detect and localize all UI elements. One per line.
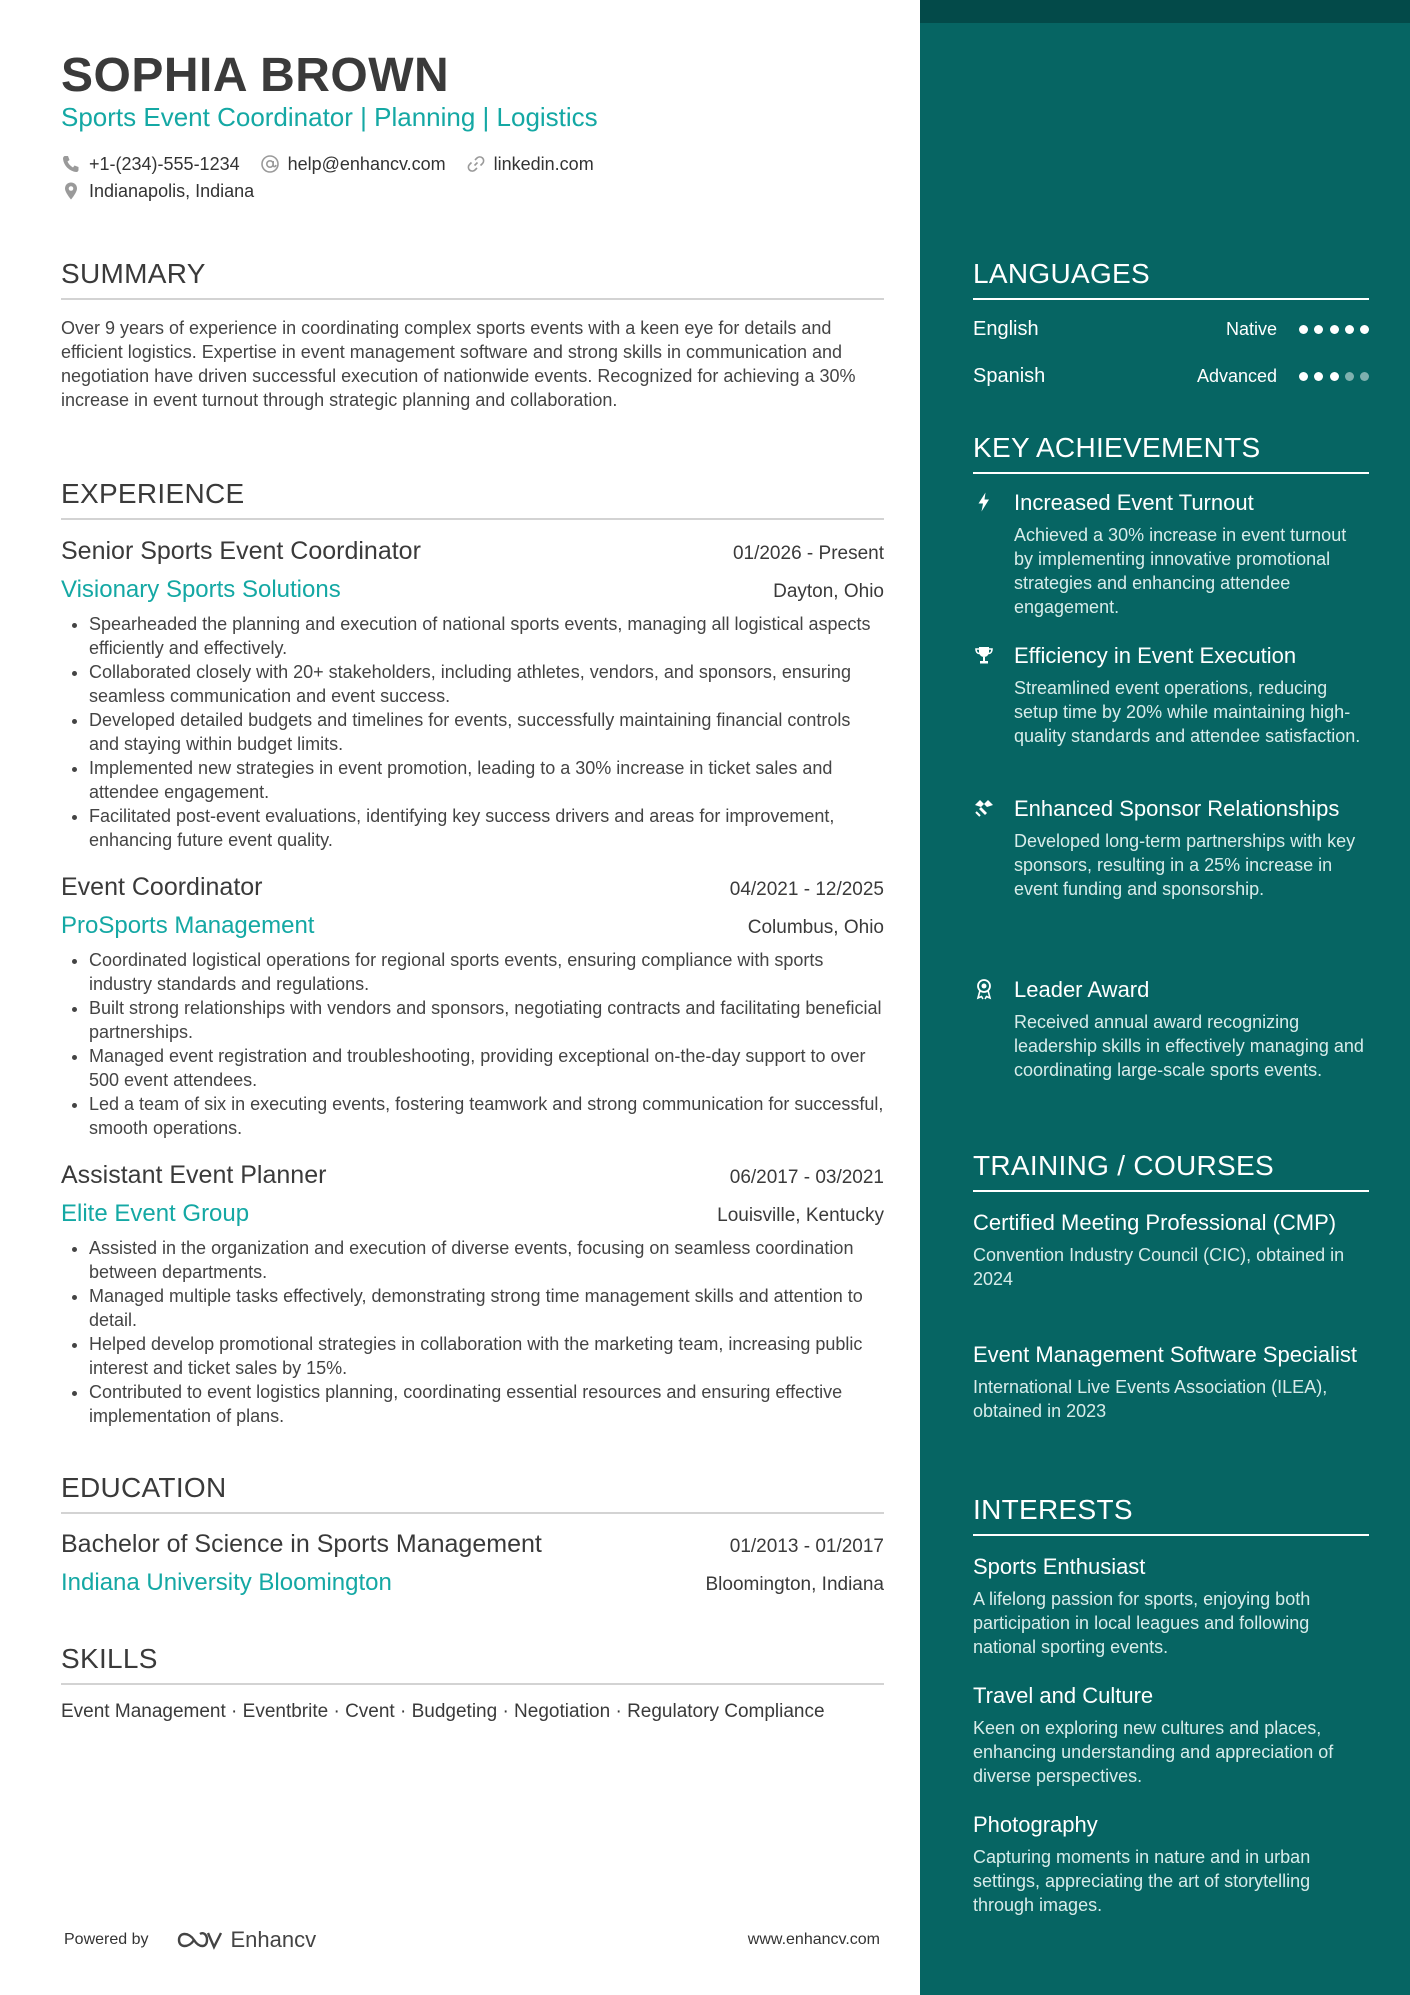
achievement-item	[973, 795, 1369, 901]
sidebar-top-bar	[920, 0, 1410, 23]
footer	[64, 1924, 880, 1956]
at-icon	[260, 154, 280, 174]
interests-heading: INTERESTS	[973, 1494, 1369, 1536]
achievement-item	[973, 489, 1369, 619]
link-icon	[466, 154, 486, 174]
job-title: Event Coordinator	[61, 873, 263, 901]
location-text: Indianapolis, Indiana	[89, 180, 255, 201]
job-bullet: • Managed multiple tasks effectively, demonstrating strong time management skills and attention to detail.	[89, 1284, 884, 1332]
achievement-desc: Developed long-term partnerships with key sponsors, resulting in a 25% increase in event funding and sponsorship.	[1014, 831, 1356, 899]
location-contact	[61, 181, 254, 202]
rating-dot	[1330, 325, 1339, 334]
achievement-desc: Received annual award recognizing leadership skills in effectively managing and coordinating large-scale sports events.	[1014, 1012, 1364, 1080]
language-rating	[1299, 325, 1369, 334]
achievement-title: Enhanced Sponsor Relationships	[1014, 796, 1340, 821]
footer-url[interactable]: www.enhancv.com	[747, 1931, 880, 1948]
achievement-desc: Achieved a 30% increase in event turnout by implementing innovative promotional strategies and enhancing attendee engagement.	[1014, 525, 1347, 617]
job-entry	[61, 1161, 884, 1428]
language-level: Advanced	[1196, 365, 1277, 386]
job-bullets	[61, 948, 884, 1140]
job-location: Dayton, Ohio	[773, 581, 884, 602]
rating-dot	[1345, 372, 1354, 381]
contact-row	[61, 152, 614, 176]
job-bullet: • Assisted in the organization and execution of diverse events, focusing on seamless coordination between departments.	[89, 1236, 884, 1284]
language-rating	[1299, 372, 1369, 381]
course-desc: International Live Events Association (ILEA), obtained in 2023	[973, 1377, 1328, 1421]
job-dates: 06/2017 - 03/2021	[729, 1167, 884, 1188]
lightning-icon	[973, 491, 995, 513]
job-company: Visionary Sports Solutions	[61, 576, 341, 603]
interest-title: Travel and Culture	[973, 1683, 1154, 1708]
job-title: Assistant Event Planner	[61, 1161, 327, 1189]
interest-desc: Keen on exploring new cultures and places, enhancing understanding and appreciation of diverse perspectives.	[973, 1718, 1334, 1786]
enhancv-logo[interactable]	[177, 1927, 317, 1953]
job-bullet: • Developed detailed budgets and timelines for events, successfully maintaining financial controls and staying within budget limits.	[89, 708, 884, 756]
phone-contact	[61, 154, 240, 175]
course-item	[973, 1209, 1369, 1291]
school-location: Bloomington, Indiana	[705, 1574, 884, 1595]
interest-desc: Capturing moments in nature and in urban settings, appreciating the art of storytelling through images.	[973, 1847, 1311, 1915]
course-title: Certified Meeting Professional (CMP)	[973, 1210, 1337, 1235]
candidate-title: Sports Event Coordinator | Planning | Logistics	[61, 102, 598, 132]
linkedin-contact[interactable]	[466, 154, 594, 175]
job-bullets	[61, 612, 884, 852]
email-text: help@enhancv.com	[287, 153, 446, 174]
language-row	[973, 315, 1369, 343]
achievement-title: Leader Award	[1014, 977, 1150, 1002]
language-name: Spanish	[973, 364, 1046, 387]
rating-dot	[1360, 325, 1369, 334]
job-location: Louisville, Kentucky	[717, 1205, 884, 1226]
award-icon	[973, 978, 995, 1000]
summary-heading: SUMMARY	[61, 258, 884, 300]
interest-title: Sports Enthusiast	[973, 1554, 1146, 1579]
interest-title: Photography	[973, 1812, 1098, 1837]
job-bullets	[61, 1236, 884, 1428]
achievement-title: Increased Event Turnout	[1014, 490, 1254, 515]
degree-title: Bachelor of Science in Sports Management	[61, 1530, 542, 1558]
language-row	[973, 362, 1369, 390]
enhancv-logo-icon	[177, 1928, 223, 1952]
phone-text: +1-(234)-555-1234	[89, 153, 240, 174]
interest-item	[973, 1553, 1369, 1659]
rating-dot	[1345, 325, 1354, 334]
handshake-icon	[973, 797, 995, 819]
trophy-icon	[973, 644, 995, 666]
job-entry	[61, 873, 884, 1140]
job-company: Elite Event Group	[61, 1200, 250, 1227]
summary-text: Over 9 years of experience in coordinating complex sports events with a keen eye for details and efficient logistics. Expertise in event management software and strong skills in communication and negotiation have driven successful execution of nationwide events. Recognized for achieving a 30% increase in event turnout through strategic planning and collaboration.	[61, 318, 856, 410]
school-name: Indiana University Bloomington	[61, 1569, 392, 1596]
interest-item	[973, 1811, 1369, 1917]
location-row	[61, 179, 274, 203]
phone-icon	[61, 154, 81, 174]
job-bullet: • Facilitated post-event evaluations, identifying key success drivers and areas for improvement, enhancing future event quality.	[89, 804, 884, 852]
course-desc: Convention Industry Council (CIC), obtained in 2024	[973, 1245, 1345, 1289]
skills-list: Event Management · Eventbrite · Cvent · Budgeting · Negotiation · Regulatory Compliance	[61, 1701, 825, 1722]
rating-dot	[1314, 372, 1323, 381]
course-item	[973, 1341, 1369, 1423]
job-bullet: • Contributed to event logistics planning, coordinating essential resources and ensuring effective implementation of plans.	[89, 1380, 884, 1428]
language-level: Native	[1225, 318, 1277, 339]
achievements-heading: KEY ACHIEVEMENTS	[973, 432, 1369, 474]
email-contact[interactable]	[260, 154, 446, 175]
course-title: Event Management Software Specialist	[973, 1342, 1357, 1367]
achievement-desc: Streamlined event operations, reducing setup time by 20% while maintaining high-quality standards and attendee satisfaction.	[1014, 678, 1361, 746]
enhancv-brand-text: Enhancv	[230, 1927, 317, 1952]
achievement-item	[973, 642, 1369, 748]
achievement-item	[973, 976, 1369, 1082]
job-bullet: • Managed event registration and troubleshooting, providing exceptional on-the-day support to over 500 event attendees.	[89, 1044, 884, 1092]
language-name: English	[973, 317, 1039, 340]
interest-item	[973, 1682, 1369, 1788]
location-pin-icon	[61, 181, 81, 201]
linkedin-text: linkedin.com	[493, 153, 594, 174]
education-entry	[61, 1530, 884, 1597]
job-title: Senior Sports Event Coordinator	[61, 537, 421, 565]
languages-heading: LANGUAGES	[973, 258, 1369, 300]
training-heading: TRAINING / COURSES	[973, 1150, 1369, 1192]
rating-dot	[1314, 325, 1323, 334]
education-heading: EDUCATION	[61, 1472, 884, 1514]
rating-dot	[1330, 372, 1339, 381]
rating-dot	[1299, 372, 1308, 381]
job-location: Columbus, Ohio	[747, 917, 884, 938]
job-bullet: • Collaborated closely with 20+ stakeholders, including athletes, vendors, and sponsors, ensuring seamless communication and event success.	[89, 660, 884, 708]
job-bullet: • Coordinated logistical operations for regional sports events, ensuring compliance with sports industry standards and regulations.	[89, 948, 884, 996]
job-bullet: • Helped develop promotional strategies in collaboration with the marketing team, increasing public interest and ticket sales by 15%.	[89, 1332, 884, 1380]
sidebar	[920, 0, 1410, 1995]
education-dates: 01/2013 - 01/2017	[729, 1536, 884, 1557]
job-dates: 04/2021 - 12/2025	[729, 879, 884, 900]
skills-heading: SKILLS	[61, 1643, 884, 1685]
job-bullet: • Led a team of six in executing events, fostering teamwork and strong communication for successful, smooth operations.	[89, 1092, 884, 1140]
job-bullet: • Built strong relationships with vendors and sponsors, negotiating contracts and facilitating beneficial partnerships.	[89, 996, 884, 1044]
candidate-name: SOPHIA BROWN	[61, 49, 450, 102]
powered-by	[64, 1927, 316, 1953]
achievement-title: Efficiency in Event Execution	[1014, 643, 1297, 668]
job-bullet: • Spearheaded the planning and execution of national sports events, managing all logistical aspects efficiently and effectively.	[89, 612, 884, 660]
job-entry	[61, 537, 884, 852]
interest-desc: A lifelong passion for sports, enjoying both participation in local leagues and following national sporting events.	[973, 1589, 1311, 1657]
job-bullet: • Implemented new strategies in event promotion, leading to a 30% increase in ticket sales and attendee engagement.	[89, 756, 884, 804]
job-dates: 01/2026 - Present	[732, 543, 884, 564]
rating-dot	[1299, 325, 1308, 334]
experience-heading: EXPERIENCE	[61, 478, 884, 520]
job-company: ProSports Management	[61, 912, 315, 939]
powered-by-label: Powered by	[64, 1931, 149, 1948]
rating-dot	[1360, 372, 1369, 381]
